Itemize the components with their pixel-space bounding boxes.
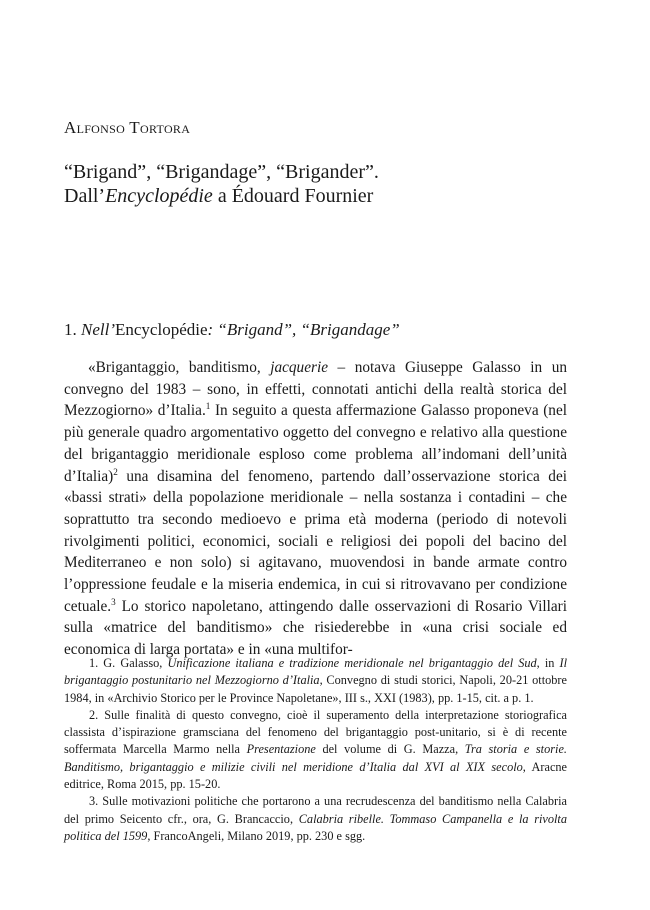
title-line-1: “Brigand”, “Brigandage”, “Brigander”. — [64, 161, 379, 183]
body-text-3: In seguito a questa affermazione Galasso proponeva (nel più generale quadro argomentativo oggetto del convegno e relativo alla questione del brigantaggio meridionale esploso come problema all’indomani dell’unità d’Italia) — [64, 402, 567, 485]
author-name: Alfonso Tortora — [64, 118, 191, 137]
title-line-2-prefix: Dall’ — [64, 185, 106, 207]
section-encyclopedie: Encyclopédie — [115, 320, 208, 339]
footnote-3: 3. Sulle motivazioni politiche che portarono a una recrudescenza del banditismo nella Calabria del primo Seicento cfr., ora, G. Brancaccio, Calabria ribelle. Tommaso Campanella e la rivolta politica del 1599, FrancoAngeli, Milano 2019, pp. 230 e sgg. — [64, 794, 568, 843]
section-rest: : “Brigand”, “Brigandage” — [207, 320, 400, 339]
section-heading — [64, 320, 400, 340]
body-text-5: Lo storico napoletano, attingendo dalle osservazioni di Rosario Villari sulla «matrice del banditismo» che risiederebbe in «una crisi sociale ed economica di larga portata» e in «una multifor- — [64, 597, 567, 659]
footnote-1: 1. G. Galasso, Unificazione italiana e tradizione meridionale nel brigantaggio del Sud, in Il brigantaggio postunitario nel Mezzogiorno d’Italia, Convegno di studi storici, Napoli, 20-21 ottobre 1984, in «Archivio Storico per le Province Napoletane», III s., XXI (1983), pp. 1-15, cit. a p. 1. — [64, 656, 567, 705]
title-line-2-italic: Encyclopédie — [105, 185, 213, 207]
title-line-2-suffix: a Édouard Fournier — [212, 185, 374, 207]
footnote-ref-3[interactable]: 3 — [111, 596, 116, 607]
document-page — [64, 0, 567, 910]
body-text-italic: jacquerie — [270, 359, 328, 376]
title-line-2 — [64, 184, 379, 208]
footnote-2: 2. Sulle finalità di questo convegno, cioè il superamento della interpretazione storiografica classista d’ispirazione gramsciana del fenomeno del brigantaggio post-unitario, si è di recente soffermata Marcella Marmo nella Presentazione del volume di G. Mazza, Tra storia e storie. Banditismo, brigantaggio e milizie civili nel meridione d’Italia dal XVI al XIX secolo, Aracne editrice, Roma 2015, pp. 15-20. — [64, 707, 568, 792]
section-nell: Nell’ — [81, 320, 115, 339]
body-paragraph — [64, 357, 567, 661]
article-title — [64, 160, 379, 208]
footnote-ref-1[interactable]: 1 — [205, 401, 211, 412]
body-text-2: – notava Giuseppe Galasso in un convegno del 1983 – sono, in effetti, connotati antichi della realtà storica del Mezzogiorno» d’Italia. — [64, 359, 567, 420]
footnotes — [64, 655, 567, 845]
body-text-1: «Brigantaggio, banditismo, — [88, 359, 271, 376]
footnote-ref-2[interactable]: 2 — [113, 466, 118, 477]
body-text-4: una disamina del fenomeno, partendo dall’osservazione storica dei «bassi strati» della popolazione meridionale – nella sostanza i contadini – che soprattutto tra secondo medioevo e prima età moderna (periodo di notevoli rivolgimenti politici, economici, sociali e religiosi dei popoli del bacino del Mediterraneo e non solo) si agitavano, muovendosi in bande armate contro l’oppressione feudale e la miseria endemica, in cui si ritrovavano per condizione cetuale. — [64, 467, 567, 615]
section-number: 1. — [64, 320, 81, 339]
